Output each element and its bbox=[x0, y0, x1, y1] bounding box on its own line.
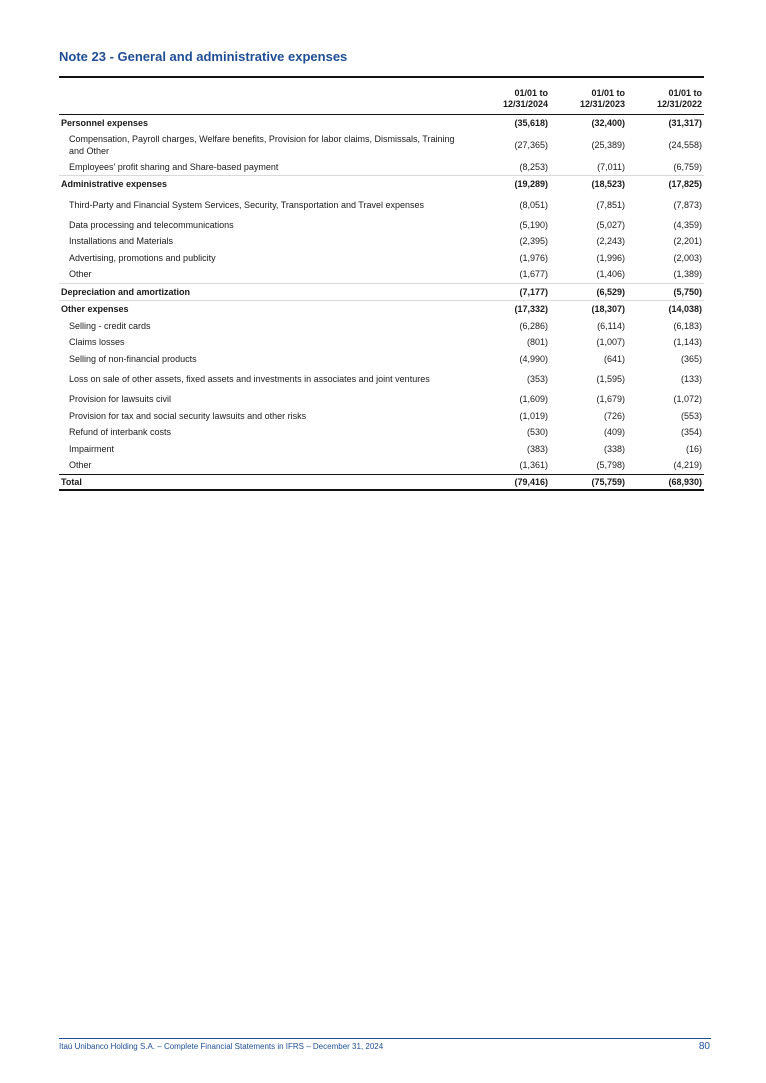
footer-divider bbox=[59, 1038, 711, 1039]
value-2024: (2,395) bbox=[519, 236, 548, 247]
value-2023: (6,529) bbox=[550, 283, 627, 301]
row-label: Refund of interbank costs bbox=[69, 427, 172, 438]
row-label: Loss on sale of other assets, fixed assets and investments in associates and joint ventures bbox=[69, 374, 430, 384]
row-label: Total bbox=[59, 474, 473, 490]
value-2024: (1,976) bbox=[519, 252, 548, 263]
value-2022: (6,183) bbox=[673, 320, 702, 331]
value-2024: (19,289) bbox=[473, 176, 550, 193]
expenses-table-container bbox=[59, 76, 704, 491]
table-row-depreciation-amortization bbox=[59, 283, 704, 301]
expenses-table bbox=[59, 78, 704, 491]
table-row bbox=[59, 367, 704, 391]
table-row bbox=[59, 132, 704, 159]
value-2024: (8,253) bbox=[519, 161, 548, 172]
row-label: Claims losses bbox=[69, 337, 125, 348]
row-label: Other bbox=[69, 460, 92, 471]
value-2023: (1,406) bbox=[596, 269, 625, 280]
value-2023: (338) bbox=[603, 443, 625, 454]
value-2023: (726) bbox=[603, 410, 625, 421]
value-2022: (553) bbox=[680, 410, 702, 421]
value-2022: (4,219) bbox=[673, 460, 702, 471]
table-row bbox=[59, 193, 704, 217]
value-2024: (1,361) bbox=[519, 460, 548, 471]
row-label: Other expenses bbox=[59, 301, 473, 318]
value-2022: (354) bbox=[680, 427, 702, 438]
value-2022: (7,873) bbox=[673, 199, 702, 210]
table-row bbox=[59, 250, 704, 267]
table-row bbox=[59, 159, 704, 176]
value-2022: (1,389) bbox=[673, 269, 702, 280]
value-2023: (32,400) bbox=[591, 118, 625, 129]
page-title: Note 23 - General and administrative expenses bbox=[59, 49, 348, 64]
value-2022: (2,003) bbox=[673, 252, 702, 263]
value-2024: (7,177) bbox=[473, 283, 550, 301]
row-label: Provision for tax and social security lawsuits and other risks bbox=[69, 410, 307, 421]
row-label: Selling of non-financial products bbox=[69, 353, 197, 364]
value-2022: (6,759) bbox=[673, 161, 702, 172]
table-row-total bbox=[59, 474, 704, 490]
row-label: Employees' profit sharing and Share-based payment bbox=[69, 161, 279, 172]
value-2024: (353) bbox=[526, 374, 548, 384]
table-row bbox=[59, 424, 704, 441]
value-2024: (801) bbox=[526, 337, 548, 348]
value-2024: (79,416) bbox=[473, 474, 550, 490]
row-label: Compensation, Payroll charges, Welfare benefits, Provision for labor claims, Dismissals, Training and Other bbox=[69, 134, 455, 156]
row-label: Selling - credit cards bbox=[69, 320, 151, 331]
value-2024: (383) bbox=[526, 443, 548, 454]
column-header-2024: 01/01 to 12/31/2024 bbox=[473, 78, 550, 115]
row-label: Provision for lawsuits civil bbox=[69, 394, 172, 405]
table-row bbox=[59, 457, 704, 474]
value-2024: (1,677) bbox=[519, 269, 548, 280]
footer-text: Itaú Unibanco Holding S.A. – Complete Financial Statements in IFRS – December 31, 2024 bbox=[59, 1042, 384, 1051]
value-2023: (1,595) bbox=[596, 374, 625, 384]
value-2024: (5,190) bbox=[519, 219, 548, 230]
value-2023: (7,011) bbox=[597, 161, 625, 172]
table-row bbox=[59, 408, 704, 425]
table-row bbox=[59, 334, 704, 351]
value-2022: (1,072) bbox=[673, 394, 702, 405]
table-row bbox=[59, 351, 704, 368]
row-label: Depreciation and amortization bbox=[59, 283, 473, 301]
row-label: Impairment bbox=[69, 443, 115, 454]
value-2023: (1,679) bbox=[596, 394, 625, 405]
value-2022: (365) bbox=[680, 353, 702, 364]
value-2024: (6,286) bbox=[519, 320, 548, 331]
value-2024: (17,332) bbox=[473, 301, 550, 318]
row-label: Personnel expenses bbox=[61, 118, 149, 129]
value-2023: (2,243) bbox=[596, 236, 625, 247]
table-row-administrative-expenses bbox=[59, 176, 704, 193]
value-2022: (4,359) bbox=[673, 219, 702, 230]
row-label: Installations and Materials bbox=[69, 236, 174, 247]
page-number: 80 bbox=[698, 1041, 710, 1052]
value-2024: (8,051) bbox=[519, 199, 548, 210]
value-2022: (2,201) bbox=[673, 236, 702, 247]
column-header-2023: 01/01 to 12/31/2023 bbox=[550, 78, 627, 115]
value-2024: (1,609) bbox=[519, 394, 548, 405]
row-label: Data processing and telecommunications bbox=[69, 219, 234, 230]
value-2022: (1,143) bbox=[673, 337, 702, 348]
value-2023: (18,307) bbox=[550, 301, 627, 318]
value-2022: (17,825) bbox=[627, 176, 704, 193]
row-label: Third-Party and Financial System Services, Security, Transportation and Travel expenses bbox=[69, 199, 424, 210]
value-2024: (27,365) bbox=[514, 140, 548, 150]
value-2024: (1,019) bbox=[519, 410, 548, 421]
value-2023: (7,851) bbox=[596, 199, 625, 210]
value-2023: (409) bbox=[603, 427, 625, 438]
value-2022: (14,038) bbox=[627, 301, 704, 318]
value-2022: (16) bbox=[685, 443, 702, 454]
row-label: Other bbox=[69, 269, 92, 280]
value-2023: (75,759) bbox=[550, 474, 627, 490]
value-2023: (5,027) bbox=[596, 219, 625, 230]
value-2024: (35,618) bbox=[514, 118, 548, 129]
value-2023: (5,798) bbox=[596, 460, 625, 471]
value-2023: (1,996) bbox=[596, 252, 625, 263]
header-label-blank bbox=[59, 78, 473, 115]
table-row bbox=[59, 233, 704, 250]
value-2023: (6,114) bbox=[597, 320, 625, 331]
value-2024: (4,990) bbox=[519, 353, 548, 364]
column-header-2022: 01/01 to 12/31/2022 bbox=[627, 78, 704, 115]
value-2023: (641) bbox=[603, 353, 625, 364]
table-row bbox=[59, 318, 704, 335]
table-row bbox=[59, 441, 704, 458]
value-2022: (5,750) bbox=[627, 283, 704, 301]
row-label: Administrative expenses bbox=[59, 176, 473, 193]
row-label: Advertising, promotions and publicity bbox=[69, 252, 216, 263]
value-2022: (68,930) bbox=[627, 474, 704, 490]
table-row bbox=[59, 217, 704, 234]
table-row-personnel-expenses bbox=[59, 115, 704, 132]
value-2022: (24,558) bbox=[668, 140, 702, 150]
value-2023: (1,007) bbox=[596, 337, 625, 348]
value-2023: (25,389) bbox=[591, 140, 625, 150]
table-row-other-expenses bbox=[59, 301, 704, 318]
value-2024: (530) bbox=[526, 427, 548, 438]
table-row bbox=[59, 266, 704, 283]
value-2022: (31,317) bbox=[668, 118, 702, 129]
value-2022: (133) bbox=[680, 374, 702, 384]
table-header-row bbox=[59, 78, 704, 115]
value-2023: (18,523) bbox=[550, 176, 627, 193]
table-row bbox=[59, 391, 704, 408]
